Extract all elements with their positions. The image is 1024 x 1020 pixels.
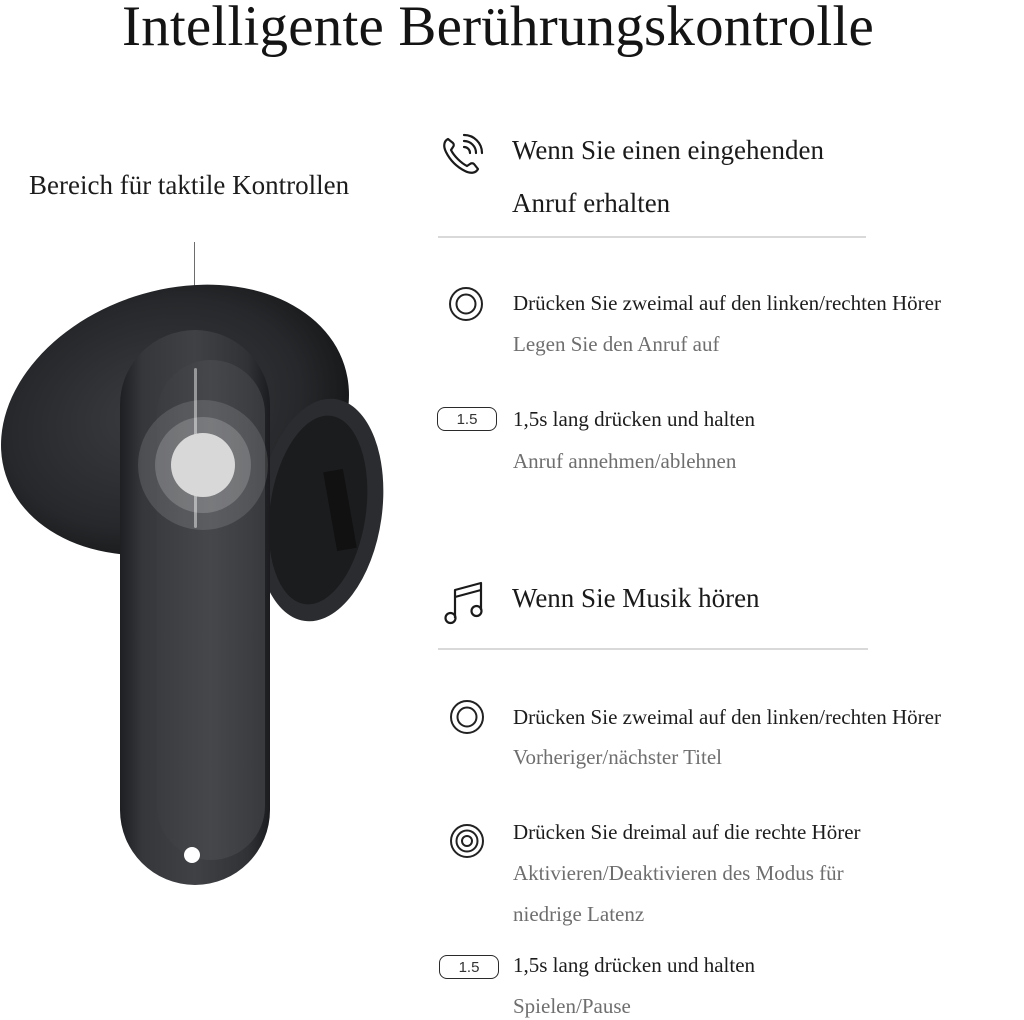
phone-ringing-icon [440,133,484,177]
hold-duration-badge: 1.5 [437,407,497,431]
action-text: Drücken Sie dreimal auf die rechte Hörer [513,820,861,844]
result-text: Spielen/Pause [513,994,631,1018]
section-heading-call-line1: Wenn Sie einen eingehenden [512,135,824,165]
triple-tap-icon [448,822,486,860]
action-text: Drücken Sie zweimal auf den linken/rechten Hörer [513,291,941,315]
page-title: Intelligente Berührungskontrolle [122,0,874,58]
result-text-line2: niedrige Latenz [513,902,645,926]
action-text: Drücken Sie zweimal auf den linken/rechten Hörer [513,705,941,729]
double-tap-icon [447,285,485,323]
section-divider [438,236,866,238]
double-tap-icon [448,698,486,736]
section-divider [438,648,868,650]
earbud-illustration [0,280,420,1020]
action-text: 1,5s lang drücken und halten [513,953,756,977]
touch-area-label: Bereich für taktile Kontrollen [29,170,350,200]
led-indicator [184,847,200,863]
result-text: Anruf annehmen/ablehnen [513,449,737,473]
music-note-icon [443,580,487,626]
touch-point [171,433,235,497]
action-text: 1,5s lang drücken und halten [513,407,756,431]
result-text: Legen Sie den Anruf auf [513,332,720,356]
result-text: Vorheriger/nächster Titel [513,745,722,769]
section-heading-call-line2: Anruf erhalten [512,188,671,218]
hold-duration-badge: 1.5 [439,955,499,979]
result-text-line1: Aktivieren/Deaktivieren des Modus für [513,861,844,885]
section-heading-music: Wenn Sie Musik hören [512,583,760,613]
